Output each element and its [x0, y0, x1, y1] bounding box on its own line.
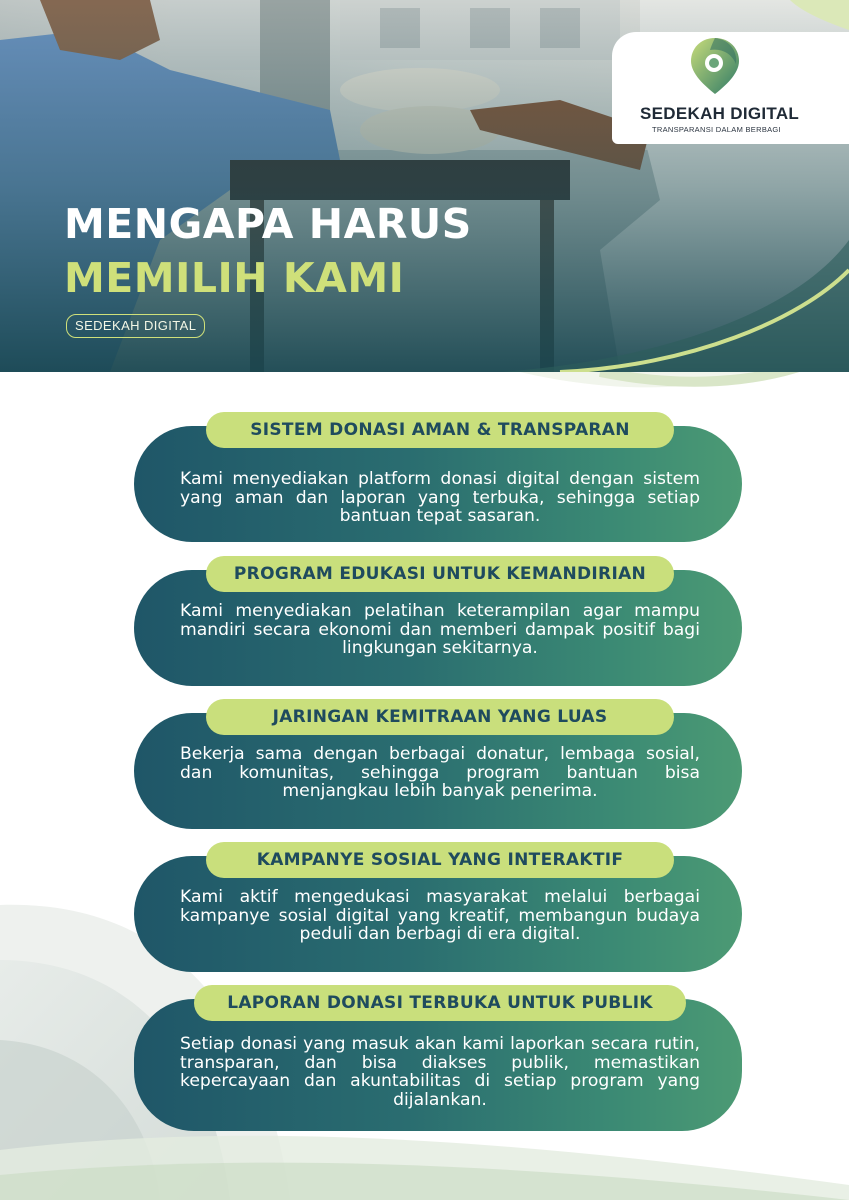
brand-name: SEDEKAH DIGITAL	[640, 104, 800, 123]
feature-description: Kami menyediakan pelatihan keterampilan agar mampu mandiri secara ekonomi dan memberi dampak positif bagi lingkungan sekitarnya.	[180, 601, 700, 658]
hero-banner	[0, 0, 849, 372]
feature-description: Setiap donasi yang masuk akan kami laporkan secara rutin, transparan, dan bisa diakses publik, memastikan kepercayaan dan akuntabilitas di setiap program yang dijalankan.	[180, 1034, 700, 1110]
feature-description: Bekerja sama dengan berbagai donatur, lembaga sosial, dan komunitas, sehingga program bantuan bisa menjangkau lebih banyak penerima.	[180, 744, 700, 801]
feature-card-education	[134, 556, 742, 686]
feature-card-public-report	[134, 985, 742, 1131]
feature-card-secure-donation	[134, 412, 742, 542]
title-line-1: MENGAPA HARUS	[64, 200, 472, 248]
feature-title: SISTEM DONASI AMAN & TRANSPARAN	[206, 412, 674, 448]
feature-card-partnership	[134, 699, 742, 829]
feature-title: KAMPANYE SOSIAL YANG INTERAKTIF	[206, 842, 674, 878]
title-line-2: MEMILIH KAMI	[64, 254, 405, 302]
page-title	[64, 198, 472, 306]
brand-pill-tag: SEDEKAH DIGITAL	[66, 314, 205, 338]
feature-title: LAPORAN DONASI TERBUKA UNTUK PUBLIK	[194, 985, 686, 1021]
feature-description: Kami aktif mengedukasi masyarakat melalui berbagai kampanye sosial digital yang kreatif, membangun budaya peduli dan berbagi di era digital.	[180, 887, 700, 944]
feature-title: PROGRAM EDUKASI UNTUK KEMANDIRIAN	[206, 556, 674, 592]
logo-card	[612, 32, 849, 144]
feature-title: JARINGAN KEMITRAAN YANG LUAS	[206, 699, 674, 735]
feature-description: Kami menyediakan platform donasi digital dengan sistem yang aman dan laporan yang terbuka, sehingga setiap bantuan tepat sasaran.	[180, 469, 700, 526]
location-pin-logo-icon	[688, 36, 742, 96]
feature-card-campaign	[134, 842, 742, 972]
brand-tagline: TRANSPARANSI DALAM BERBAGI	[652, 125, 781, 134]
